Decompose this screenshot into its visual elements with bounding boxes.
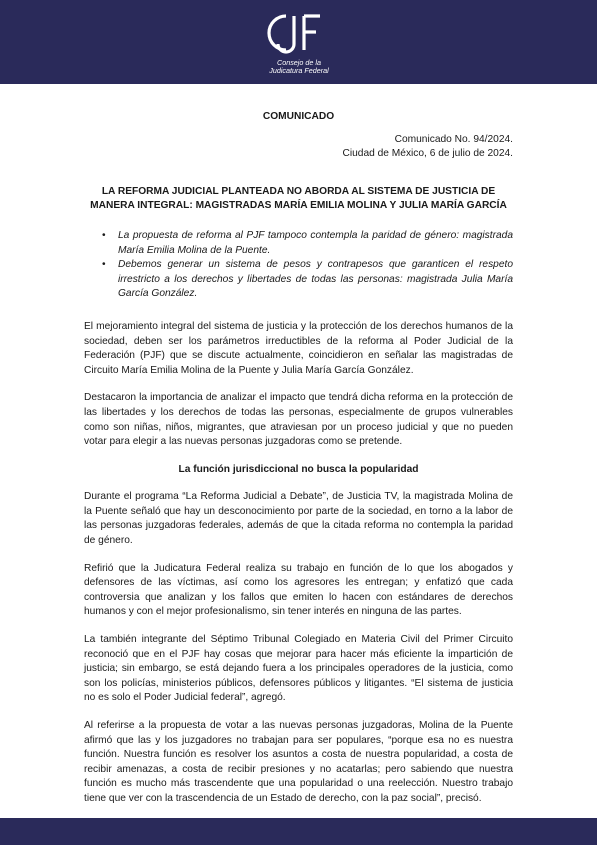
paragraph: El mejoramiento integral del sistema de justicia y la protección de los derechos humanos de la sociedad, deben ser los parámetros irreductibles de la reforma al Poder Judicial de la Federación (PJF) que se discute actualmente, coincidieron en señalar las magistradas de Circuito María Emilia Molina de la Puente y Julia María García González. xyxy=(84,320,513,376)
paragraph: La también integrante del Séptimo Tribunal Colegiado en Materia Civil del Primer Circuito reconoció que en el PJF hay cosas que mejorar para hacer más eficiente la impartición de justicia; sin embargo, se está dejando fuera a los principales operadores de la justicia, como son los policías, ministerios públicos, defensores públicos y litigantes. “El sistema de justicia no es solo el Poder Judicial federal”, agregó. xyxy=(84,634,513,704)
release-number: Comunicado No. 94/2024. xyxy=(394,133,513,145)
highlight-item xyxy=(102,258,513,302)
logo-line-2: Judicatura Federal xyxy=(269,66,329,76)
cjf-logo-icon xyxy=(264,10,334,58)
bullet-icon: • xyxy=(102,259,106,271)
paragraph: Refirió que la Judicatura Federal realiza su trabajo en función de lo que los abogados y defensores de las víctimas, así como los agresores les entregan; y enfatizó que cada controversia que analizan y los fallos que emiten lo hacen con estándares de derechos humanos y con el mejor profesionalismo, sin tener interés en ninguna de las partes. xyxy=(84,562,513,618)
footer-band xyxy=(0,818,597,845)
highlight-text: Debemos generar un sistema de pesos y contrapesos que garanticen el respeto irrestricto a los derechos y libertades de todas las personas: magistrada Julia María García González. xyxy=(118,259,513,300)
cjf-logo xyxy=(258,10,338,82)
highlights-list xyxy=(84,229,513,302)
highlight-text: La propuesta de reforma al PJF tampoco contempla la paridad de género: magistrada María Emilia Molina de la Puente. xyxy=(118,229,513,256)
document-label: COMUNICADO xyxy=(262,111,335,122)
place-date: Ciudad de México, 6 de julio de 2024. xyxy=(342,148,513,160)
bullet-icon: • xyxy=(102,229,106,241)
header-band xyxy=(0,0,597,84)
highlight-item xyxy=(102,229,513,258)
section-subheading: La función jurisdiccional no busca la popularidad xyxy=(178,463,419,475)
press-release xyxy=(84,110,513,807)
logo-subtitle xyxy=(258,59,340,75)
paragraph: Destacaron la importancia de analizar el impacto que tendrá dicha reforma en la protección de las libertades y los derechos de todas las personas, especialmente de grupos vulnerables como son niñas, niños, migrantes, que atraviesan por un proceso judicial y que no pueden votar para elegir a las nuevas personas juzgadoras como se pretende. xyxy=(84,392,513,448)
paragraph: Durante el programa “La Reforma Judicial a Debate”, de Justicia TV, la magistrada Molina de la Puente señaló que hay un desconocimiento por parte de la sociedad, en torno a la labor de las personas juzgadoras federales, además de que la citada reforma no contempla la paridad de género. xyxy=(84,491,513,547)
paragraph: Al referirse a la propuesta de votar a las nuevas personas juzgadoras, Molina de la Puente afirmó que las y los juzgadores no trabajan para ser populares, “porque esa no es nuestra función. Nuestra función es resolver los asuntos a costa de nuestra popularidad, a costa de recibir amenazas, a costa de recibir presiones y no acatarlas; pero sabiendo que nuestra función es mucho más trascendente que una popularidad o una reelección. Nuestro trabajo tiene que ver con la trascendencia de un Estado de derecho, con la paz social”, precisó. xyxy=(84,720,513,804)
release-title: LA REFORMA JUDICIAL PLANTEADA NO ABORDA AL SISTEMA DE JUSTICIA DE MANERA INTEGRAL: MAGISTRADAS MARÍA EMILIA MOLINA Y JULIA MARÍA GARCÍA xyxy=(90,185,507,212)
logo-line-1: Consejo de la xyxy=(277,58,321,67)
